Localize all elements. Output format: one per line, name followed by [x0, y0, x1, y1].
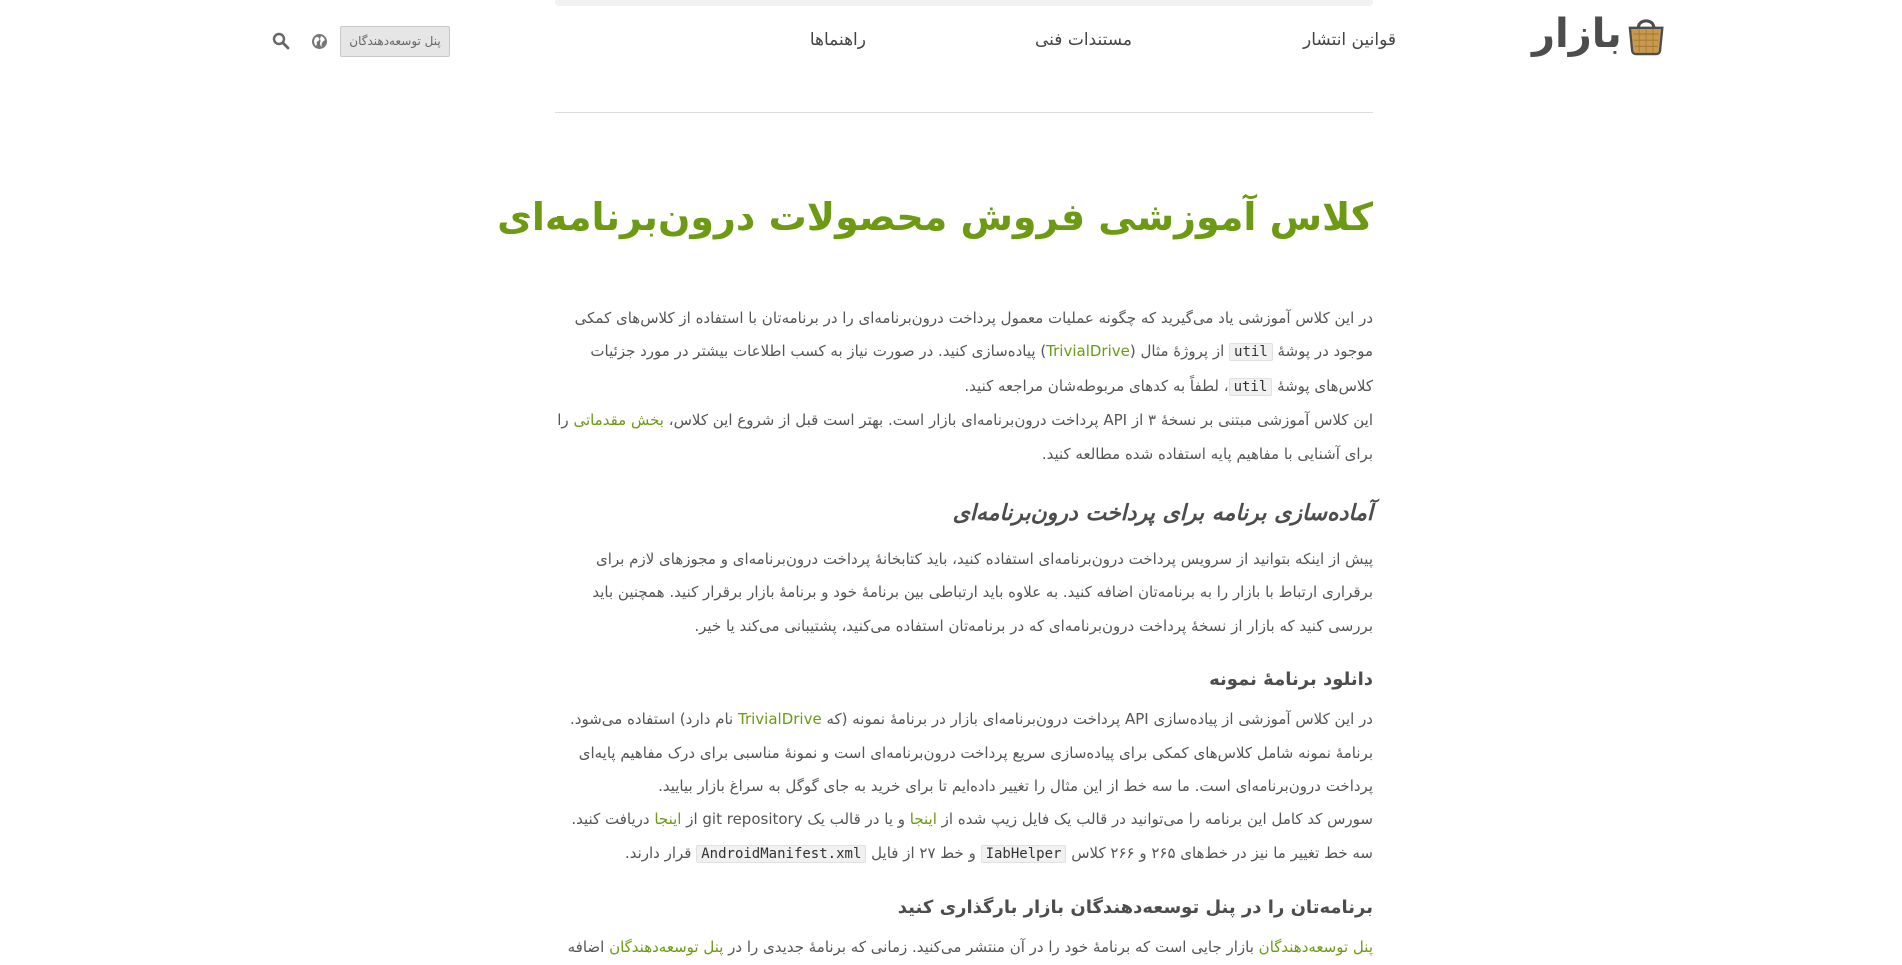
link-zip-download[interactable]: اینجا — [909, 810, 937, 829]
intro-paragraph-2: این کلاس آموزشی مبتنی بر نسخهٔ ۳ از API پرداخت درون‌برنامه‌ای بازار است. بهتر است قبل از شروع این کلاس، بخش مقدماتی را برای آشنایی با مفاهیم پایه استفاده شده مطالعه کنید. — [557, 411, 1373, 463]
inline-code-util: util — [1229, 378, 1273, 396]
inline-code-util: util — [1229, 343, 1273, 361]
inline-code-iabhelper: IabHelper — [981, 845, 1067, 863]
link-intro-section[interactable]: بخش مقدماتی — [573, 411, 664, 430]
page-title: کلاس آموزشی فروش محصولات درون‌برنامه‌ای — [497, 195, 1373, 239]
section-title-upload: برنامه‌تان را در پنل توسعه‌دهندگان بازار بارگذاری کنید — [897, 897, 1373, 919]
developer-panel-button[interactable]: پنل توسعه‌دهندگان — [340, 26, 450, 57]
article-content — [497, 180, 1373, 965]
globe-icon[interactable] — [311, 33, 328, 50]
header-divider — [555, 112, 1373, 113]
prepare-paragraph: پیش از اینکه بتوانید از سرویس پرداخت درون‌برنامه‌ای استفاده کنید، باید کتابخانهٔ پرداخت درون‌برنامه‌ای و مجوزهای لازم برای برقراری ارتباط با بازار را به برنامه‌تان اضافه کنید. به علاوه باید ارتباطی بین برنامهٔ خود و برنامهٔ بازار برقرار کنید. همچنین باید بررسی کنید که بازار از نسخهٔ پرداخت درون‌برنامه‌ای که در برنامه‌تان استفاده می‌کنید، پشتیبانی می‌کند یا خیر. — [592, 550, 1373, 635]
logo-text: بازار — [1532, 11, 1622, 57]
inline-code-manifest: AndroidManifest.xml — [696, 845, 866, 863]
bag-logo-icon — [1626, 6, 1666, 62]
download-line-4: سه خط تغییر ما نیز در خط‌های ۲۶۵ و ۲۶۶ کلاس IabHelper و خط ۲۷ از فایل AndroidManifest.xml قرار دارند. — [624, 843, 1373, 862]
download-line-3: سورس کد کامل این برنامه را می‌توانید در قالب یک فایل زیپ شده از اینجا و یا در قالب یک git repository از اینجا دریافت کنید. — [571, 810, 1373, 829]
section-title-download: دانلود برنامهٔ نمونه — [1209, 669, 1373, 691]
nav-guides[interactable]: راهنماها — [809, 30, 866, 50]
link-trivialdrive[interactable]: TrivialDrive — [738, 710, 822, 729]
section-title-prepare: آماده‌سازی برنامه برای پرداخت درون‌برنامه‌ای — [952, 501, 1373, 527]
search-icon[interactable] — [272, 32, 290, 50]
link-trivialdrive[interactable]: TrivialDrive — [1046, 342, 1130, 361]
download-line-1: در این کلاس آموزشی از پیاده‌سازی API پرداخت درون‌برنامه‌ای بازار در برنامهٔ نمونه (که TrivialDrive نام دارد) استفاده می‌شود. — [570, 710, 1373, 729]
site-header — [0, 0, 1902, 90]
link-developer-panel[interactable]: پنل توسعه‌دهندگان — [1258, 938, 1373, 957]
link-git-repository[interactable]: اینجا — [654, 810, 682, 829]
bazaar-logo[interactable] — [1532, 6, 1666, 62]
download-line-2: برنامهٔ نمونه شامل کلاس‌های کمکی برای پیاده‌سازی سریع پرداخت درون‌برنامه‌ای است و نمونهٔ مناسبی برای درک مفاهیم پایه‌ای پرداخت درون‌برنامه‌ای است. ما سه خط از این مثال را تغییر داده‌ایم تا برای خرید به جای گوگل به سراغ بازار بیایید. — [578, 743, 1373, 796]
nav-technical-docs[interactable]: مستندات فنی — [1034, 30, 1132, 50]
link-developer-panel[interactable]: پنل توسعه‌دهندگان — [609, 938, 724, 957]
upload-line-1: پنل توسعه‌دهندگان بازار جایی است که برنامهٔ خود را در آن منتشر می‌کنید. زمانی که برنامهٔ جدیدی را در پنل توسعه‌دهندگان اضافه — [567, 938, 1373, 957]
intro-paragraph-1: در این کلاس آموزشی یاد می‌گیرید که چگونه عملیات معمول پرداخت درون‌برنامه‌ای را در برنامه‌تان با استفاده از کلاس‌های کمکی موجود در پوشهٔ util از پروژهٔ مثال (TrivialDrive) پیاده‌سازی کنید. در صورت نیاز به کسب اطلاعات بیشتر در مورد جزئیات کلاس‌های پوشهٔ util، لطفاً به کدهای مربوطه‌شان مراجعه کنید. — [574, 309, 1373, 395]
nav-publish-rules[interactable]: قوانین انتشار — [1303, 30, 1396, 50]
